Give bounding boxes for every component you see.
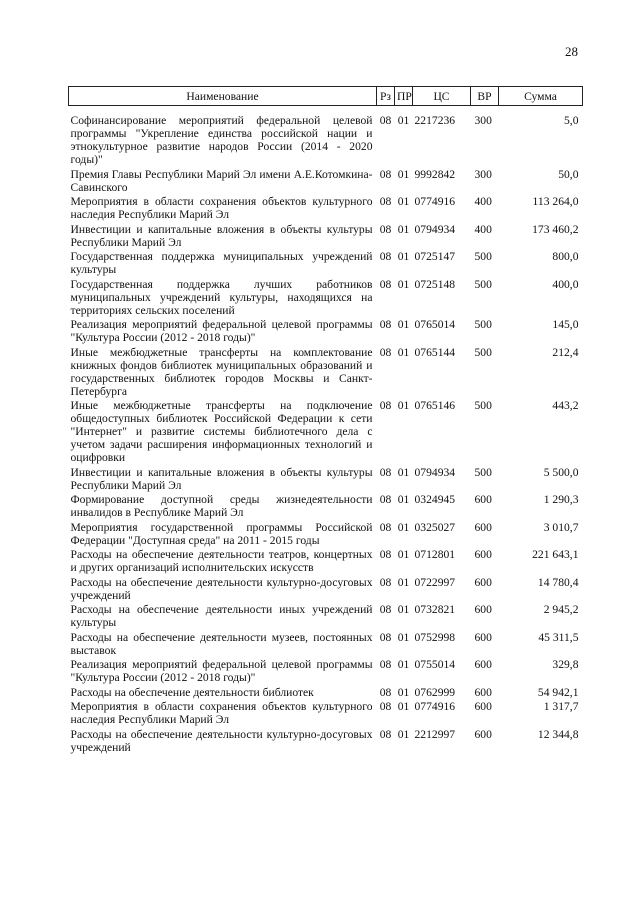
cell-sum: 145,0 [552,318,579,331]
cell-pr: 01 [397,222,410,236]
cell-name: Мероприятия государственной программы Российской Федерации "Доступная среда" на 2011 - 2015 годы [70,520,373,547]
cell-rz: 08 [379,603,392,616]
table-row [69,521,583,549]
cell-name: Формирование доступной среды жизнедеятельности инвалидов в Республике Марий Эл [70,493,373,519]
table-row [69,700,583,728]
table-row [69,195,583,223]
cell-pr: 01 [397,575,410,589]
cell-pr: 01 [397,658,410,671]
cell-vr: 500 [474,250,492,263]
header-cs: ЦС [413,87,471,106]
cell-name: Премия Главы Республики Марий Эл имени А.Е.Котомкина-Савинского [70,167,373,194]
cell-cs: 0732821 [414,603,456,616]
cell-pr: 01 [397,520,410,534]
cell-name: Мероприятия в области сохранения объектов культурного наследия Республики Марий Эл [70,700,373,726]
table-row [69,106,583,168]
cell-rz: 08 [379,167,392,181]
header-name: Наименование [69,87,377,106]
cell-rz: 08 [379,658,392,671]
cell-name: Иные межбюджетные трансферты на комплектование книжных фондов библиотек муниципальных образований и государственных библиотек городов Москвы и Санкт-Петербурга [70,345,373,398]
cell-vr: 500 [474,318,492,331]
cell-cs: 0752998 [414,630,456,644]
page-number: 28 [565,44,578,59]
cell-name: Мероприятия в области сохранения объектов культурного наследия Республики Марий Эл [70,195,373,221]
cell-pr: 01 [397,345,410,359]
cell-sum: 113 264,0 [532,195,579,208]
cell-cs: 0324945 [414,493,456,506]
cell-rz: 08 [379,630,392,644]
cell-pr: 01 [397,399,410,412]
table-row [69,631,583,659]
cell-sum: 443,2 [552,399,579,412]
cell-cs: 0755014 [414,658,456,671]
cell-name: Расходы на обеспечение деятельности библиотек [70,685,314,699]
cell-vr: 600 [474,575,492,589]
table-row [69,250,583,278]
cell-cs: 0794934 [414,222,456,236]
cell-name: Реализация мероприятий федеральной целевой программы "Культура России (2012 - 2018 годы)" [70,318,373,344]
cell-pr: 01 [397,465,410,479]
cell-vr: 400 [474,195,492,208]
table-row [69,318,583,346]
cell-vr: 600 [474,630,492,644]
cell-cs: 0765014 [414,318,456,331]
cell-vr: 500 [474,399,492,412]
cell-cs: 0722997 [414,575,456,589]
cell-sum: 212,4 [552,345,579,359]
cell-sum: 800,0 [552,250,579,263]
cell-vr: 500 [474,465,492,479]
cell-rz: 08 [379,520,392,534]
cell-vr: 600 [474,700,492,713]
cell-rz: 08 [379,548,392,561]
table-row [69,278,583,319]
cell-name: Расходы на обеспечение деятельности иных учреждений культуры [70,603,373,629]
cell-pr: 01 [397,727,410,741]
cell-name: Государственная поддержка муниципальных учреждений культуры [70,250,373,276]
cell-sum: 2 945,2 [543,603,579,616]
cell-sum: 5,0 [564,114,579,127]
cell-cs: 0325027 [414,520,456,534]
cell-rz: 08 [379,493,392,506]
cell-name: Государственная поддержка лучших работников муниципальных учреждений культуры, находящихся на территориях сельских поселений [70,277,373,317]
header-pr: ПР [395,87,413,106]
cell-pr: 01 [397,493,410,506]
cell-sum: 50,0 [558,167,579,181]
table-row [69,728,583,756]
table-row [69,548,583,576]
cell-vr: 500 [474,345,492,359]
cell-pr: 01 [397,630,410,644]
cell-sum: 12 344,8 [537,727,579,741]
cell-rz: 08 [379,700,392,713]
cell-cs: 0765144 [414,345,456,359]
cell-rz: 08 [379,575,392,589]
cell-rz: 08 [379,399,392,412]
table-row [69,223,583,251]
cell-sum: 221 643,1 [532,548,579,561]
header-rz: Рз [377,87,395,106]
table-row [69,603,583,631]
cell-vr: 600 [474,658,492,671]
cell-cs: 2212997 [414,727,456,741]
cell-name: Инвестиции и капитальные вложения в объекты культуры Республики Марий Эл [70,222,373,249]
cell-rz: 08 [379,114,392,127]
cell-rz: 08 [379,222,392,236]
cell-vr: 600 [474,727,492,741]
cell-vr: 300 [474,114,492,127]
cell-sum: 329,8 [552,658,579,671]
cell-cs: 0725148 [414,277,456,291]
cell-name: Расходы на обеспечение деятельности театров, концертных и других организаций исполнительских искусств [70,548,373,574]
cell-pr: 01 [397,548,410,561]
cell-rz: 08 [379,195,392,208]
cell-name: Иные межбюджетные трансферты на подключение общедоступных библиотек Российской Федерации к сети "Интернет" и развитие системы библиотечного дела с учетом задачи расширения информационных технологий и оцифровки [70,399,373,464]
cell-rz: 08 [379,465,392,479]
cell-pr: 01 [397,114,410,127]
cell-pr: 01 [397,167,410,181]
cell-pr: 01 [397,318,410,331]
cell-pr: 01 [397,685,410,699]
cell-rz: 08 [379,727,392,741]
cell-vr: 300 [474,167,492,181]
table-row [69,576,583,604]
cell-rz: 08 [379,345,392,359]
table-row [69,658,583,686]
cell-cs: 0774916 [414,195,456,208]
cell-sum: 400,0 [552,277,579,291]
cell-rz: 08 [379,318,392,331]
cell-cs: 0794934 [414,465,456,479]
cell-name: Софинансирование мероприятий федеральной целевой программы "Укрепление единства российской нации и этнокультурное развитие народов России (2014 - 2020 годы)" [70,114,373,166]
cell-rz: 08 [379,277,392,291]
table-row [69,399,583,466]
cell-vr: 600 [474,685,492,699]
cell-sum: 45 311,5 [538,630,579,644]
cell-rz: 08 [379,685,392,699]
table-row [69,346,583,400]
cell-cs: 2217236 [414,114,456,127]
cell-pr: 01 [397,700,410,713]
budget-table [68,86,583,755]
cell-sum: 1 317,7 [543,700,579,713]
cell-cs: 9992842 [414,167,456,181]
cell-cs: 0712801 [414,548,456,561]
cell-vr: 600 [474,493,492,506]
table-body [69,106,583,756]
cell-sum: 173 460,2 [532,222,579,236]
cell-vr: 600 [474,520,492,534]
cell-vr: 400 [474,222,492,236]
cell-cs: 0762999 [414,685,456,699]
cell-sum: 14 780,4 [537,575,579,589]
cell-vr: 500 [474,277,492,291]
header-vr: ВР [471,87,499,106]
table-row [69,168,583,196]
table-header [69,87,583,106]
cell-sum: 54 942,1 [537,685,579,699]
cell-vr: 600 [474,548,492,561]
cell-sum: 5 500,0 [543,465,579,479]
table-row [69,466,583,494]
cell-cs: 0774916 [414,700,456,713]
cell-name: Реализация мероприятий федеральной целевой программы "Культура России (2012 - 2018 годы)" [70,658,373,684]
table-row [69,686,583,701]
cell-rz: 08 [379,250,392,263]
cell-name: Расходы на обеспечение деятельности культурно-досуговых учреждений [70,727,373,754]
cell-pr: 01 [397,250,410,263]
cell-pr: 01 [397,277,410,291]
cell-vr: 600 [474,603,492,616]
table-row [69,493,583,521]
cell-pr: 01 [397,603,410,616]
cell-name: Расходы на обеспечение деятельности культурно-досуговых учреждений [70,575,373,602]
header-sum: Сумма [499,87,583,106]
cell-cs: 0725147 [414,250,456,263]
cell-name: Инвестиции и капитальные вложения в объекты культуры Республики Марий Эл [70,465,373,492]
cell-sum: 3 010,7 [543,520,579,534]
cell-name: Расходы на обеспечение деятельности музеев, постоянных выставок [70,630,373,657]
cell-cs: 0765146 [414,399,456,412]
cell-pr: 01 [397,195,410,208]
cell-sum: 1 290,3 [543,493,579,506]
